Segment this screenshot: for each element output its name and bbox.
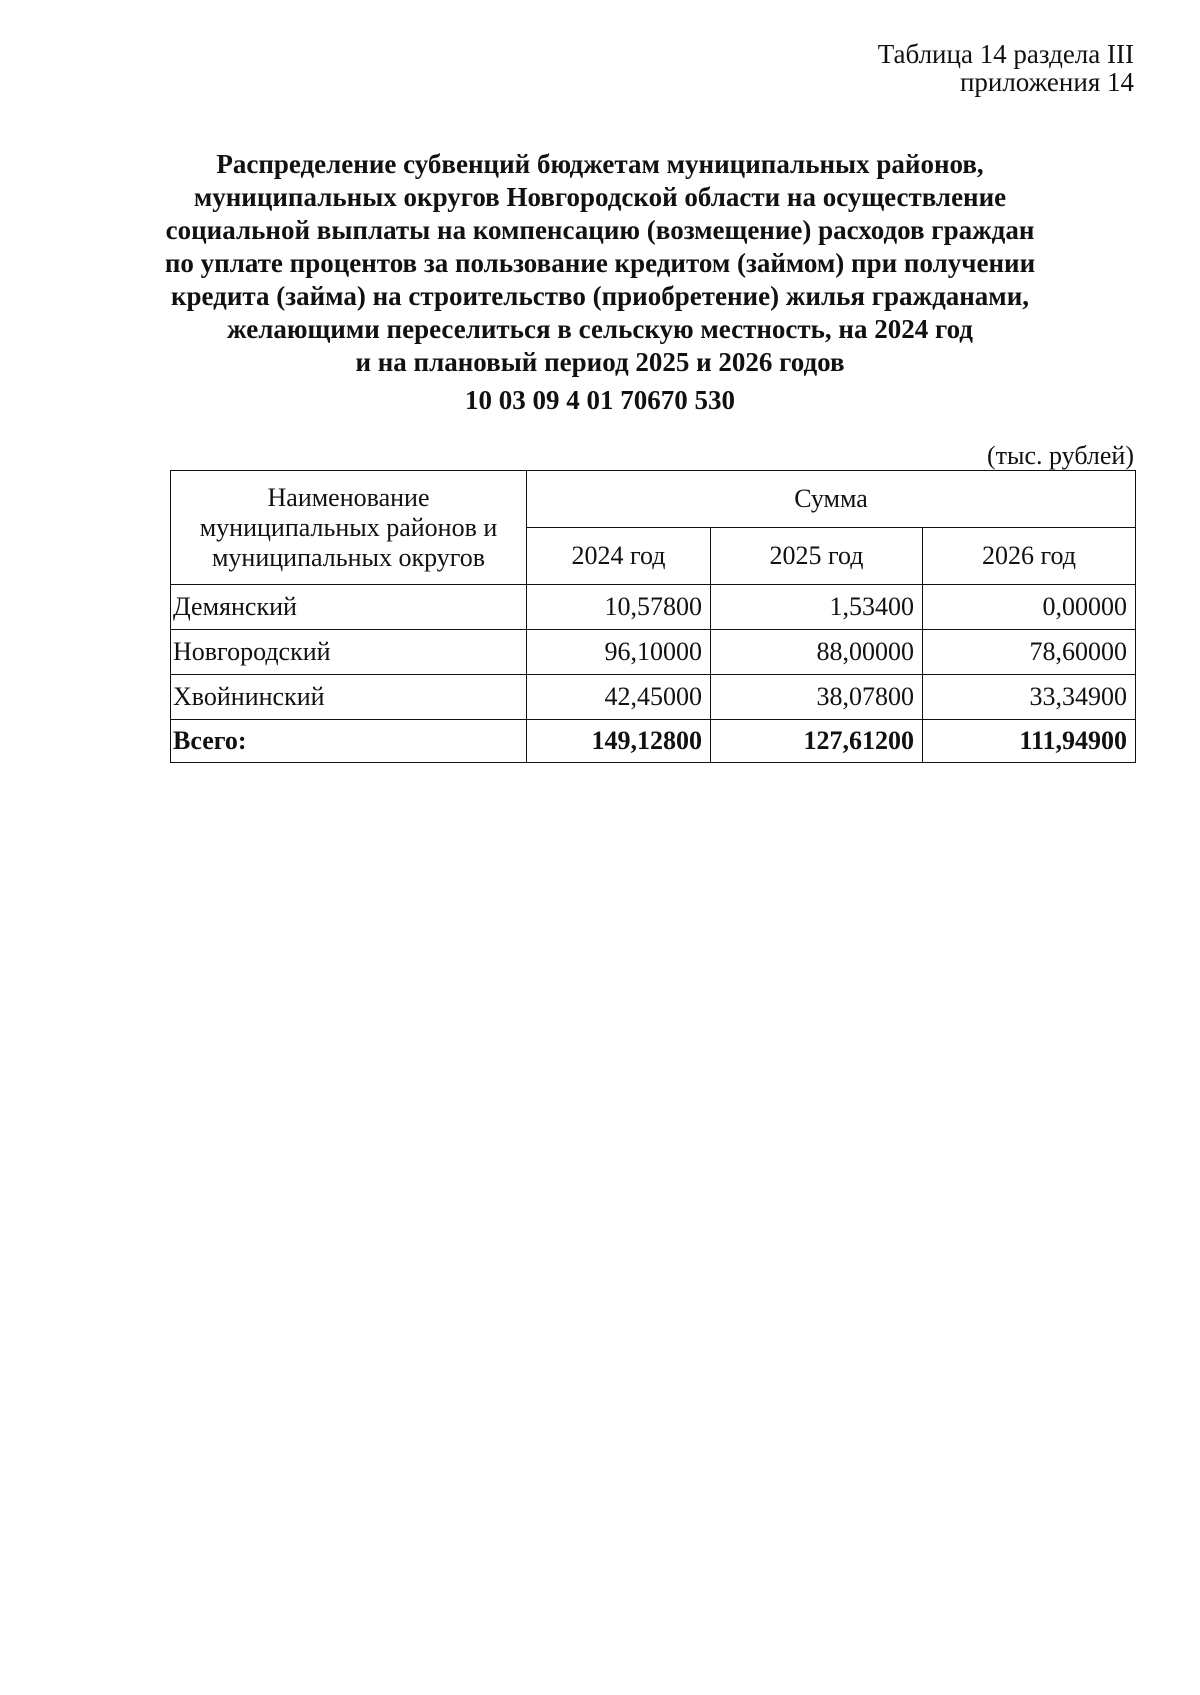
column-header-2025: 2025 год [711, 528, 923, 585]
row-name: Новгородский [171, 630, 527, 675]
column-header-sum: Сумма [527, 471, 1136, 528]
title-line: кредита (займа) на строительство (приобретение) жилья гражданами, [170, 281, 1029, 311]
column-header-name: Наименование муниципальных районов и муниципальных округов [171, 471, 527, 585]
document-reference [878, 40, 1134, 96]
table-row [171, 585, 1136, 630]
budget-classification-code: 10 03 09 4 01 70670 530 [465, 385, 735, 415]
value-2026: 78,60000 [923, 630, 1136, 675]
table-row [171, 675, 1136, 720]
table-header-row [171, 471, 1136, 528]
value-2025: 88,00000 [711, 630, 923, 675]
title-line: муниципальных округов Новгородской области на осуществление [193, 182, 1007, 212]
title-line: Распределение субвенций бюджетам муниципальных районов, [216, 149, 984, 179]
value-2026: 0,00000 [923, 585, 1136, 630]
column-header-2024: 2024 год [527, 528, 711, 585]
value-2025: 38,07800 [711, 675, 923, 720]
total-2026: 111,94900 [923, 720, 1136, 763]
title-line: социальной выплаты на компенсацию (возмещение) расходов граждан [165, 215, 1035, 245]
total-2025: 127,61200 [711, 720, 923, 763]
subvention-table [170, 470, 1136, 763]
value-2024: 42,45000 [527, 675, 711, 720]
row-name: Демянский [171, 585, 527, 630]
title-line: по уплате процентов за пользование кредитом (займом) при получении [164, 248, 1036, 278]
row-name: Хвойнинский [171, 675, 527, 720]
column-header-2026: 2026 год [923, 528, 1136, 585]
document-title [150, 148, 1050, 379]
table-row [171, 630, 1136, 675]
value-2025: 1,53400 [711, 585, 923, 630]
total-label: Всего: [171, 720, 527, 763]
value-2024: 10,57800 [527, 585, 711, 630]
title-line: и на плановый период 2025 и 2026 годов [355, 347, 845, 377]
reference-line-2: приложения 14 [959, 67, 1134, 97]
unit-label: (тыс. рублей) [986, 441, 1134, 470]
value-2024: 96,10000 [527, 630, 711, 675]
reference-line-1: Таблица 14 раздела III [877, 39, 1134, 69]
title-line: желающими переселиться в сельскую местность, на 2024 год [227, 314, 973, 344]
value-2026: 33,34900 [923, 675, 1136, 720]
total-2024: 149,12800 [527, 720, 711, 763]
table-total-row [171, 720, 1136, 763]
